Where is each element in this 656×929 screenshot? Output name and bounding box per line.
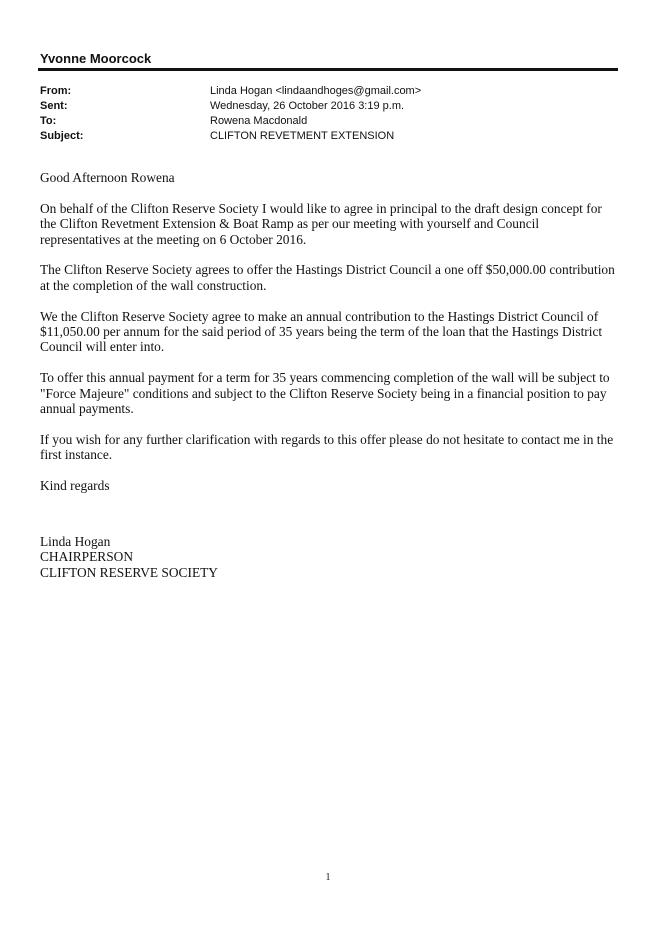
- sent-value: Wednesday, 26 October 2016 3:19 p.m.: [210, 100, 405, 112]
- to-value: Rowena Macdonald: [210, 115, 308, 127]
- page-number: 1: [325, 872, 331, 883]
- from-value: Linda Hogan <lindaandhoges@gmail.com>: [210, 85, 422, 97]
- header-row-from: [40, 84, 620, 99]
- email-headers: [40, 84, 620, 144]
- signature-org: CLIFTON RESERVE SOCIETY: [40, 564, 218, 580]
- body-paragraph: We the Clifton Reserve Society agree to make an annual contribution to the Hastings District Council of $11,050.00 per annum for the said period of 35 years being the term of the loan that the Hastings District Council will enter into.: [40, 308, 603, 355]
- body-paragraph: To offer this annual payment for a term for 35 years commencing completion of the wall will be subject to "Force Majeure" conditions and subject to the Clifton Reserve Society being in a financial position to pay annual payments.: [40, 370, 610, 417]
- header-row-subject: [40, 129, 620, 144]
- subject-value: CLIFTON REVETMENT EXTENSION: [210, 130, 395, 142]
- email-body: [40, 170, 620, 509]
- body-paragraph: On behalf of the Clifton Reserve Society I would like to agree in principal to the draft design concept for the Clifton Revetment Extension & Boat Ramp as per our meeting with yourself and Council representatives at the meeting on 6 October 2016.: [40, 200, 602, 247]
- mailbox-owner-name: Yvonne Moorcock: [40, 51, 152, 66]
- signature-block: [40, 534, 620, 580]
- body-paragraph: The Clifton Reserve Society agrees to offer the Hastings District Council a one off $50,000.00 contribution at the completion of the wall construction.: [40, 262, 615, 293]
- from-label: From:: [40, 85, 72, 97]
- signature-title: CHAIRPERSON: [40, 549, 134, 565]
- signature-name: Linda Hogan: [40, 534, 111, 549]
- header-row-sent: [40, 99, 620, 114]
- body-paragraph: If you wish for any further clarification with regards to this offer please do not hesitate to contact me in the first instance.: [40, 431, 614, 463]
- subject-label: Subject:: [40, 130, 84, 142]
- to-label: To:: [40, 115, 57, 127]
- closing: Kind regards: [40, 478, 110, 494]
- header-divider: [38, 68, 618, 71]
- greeting: Good Afternoon Rowena: [40, 170, 175, 185]
- sent-label: Sent:: [40, 100, 68, 112]
- header-row-to: [40, 114, 620, 129]
